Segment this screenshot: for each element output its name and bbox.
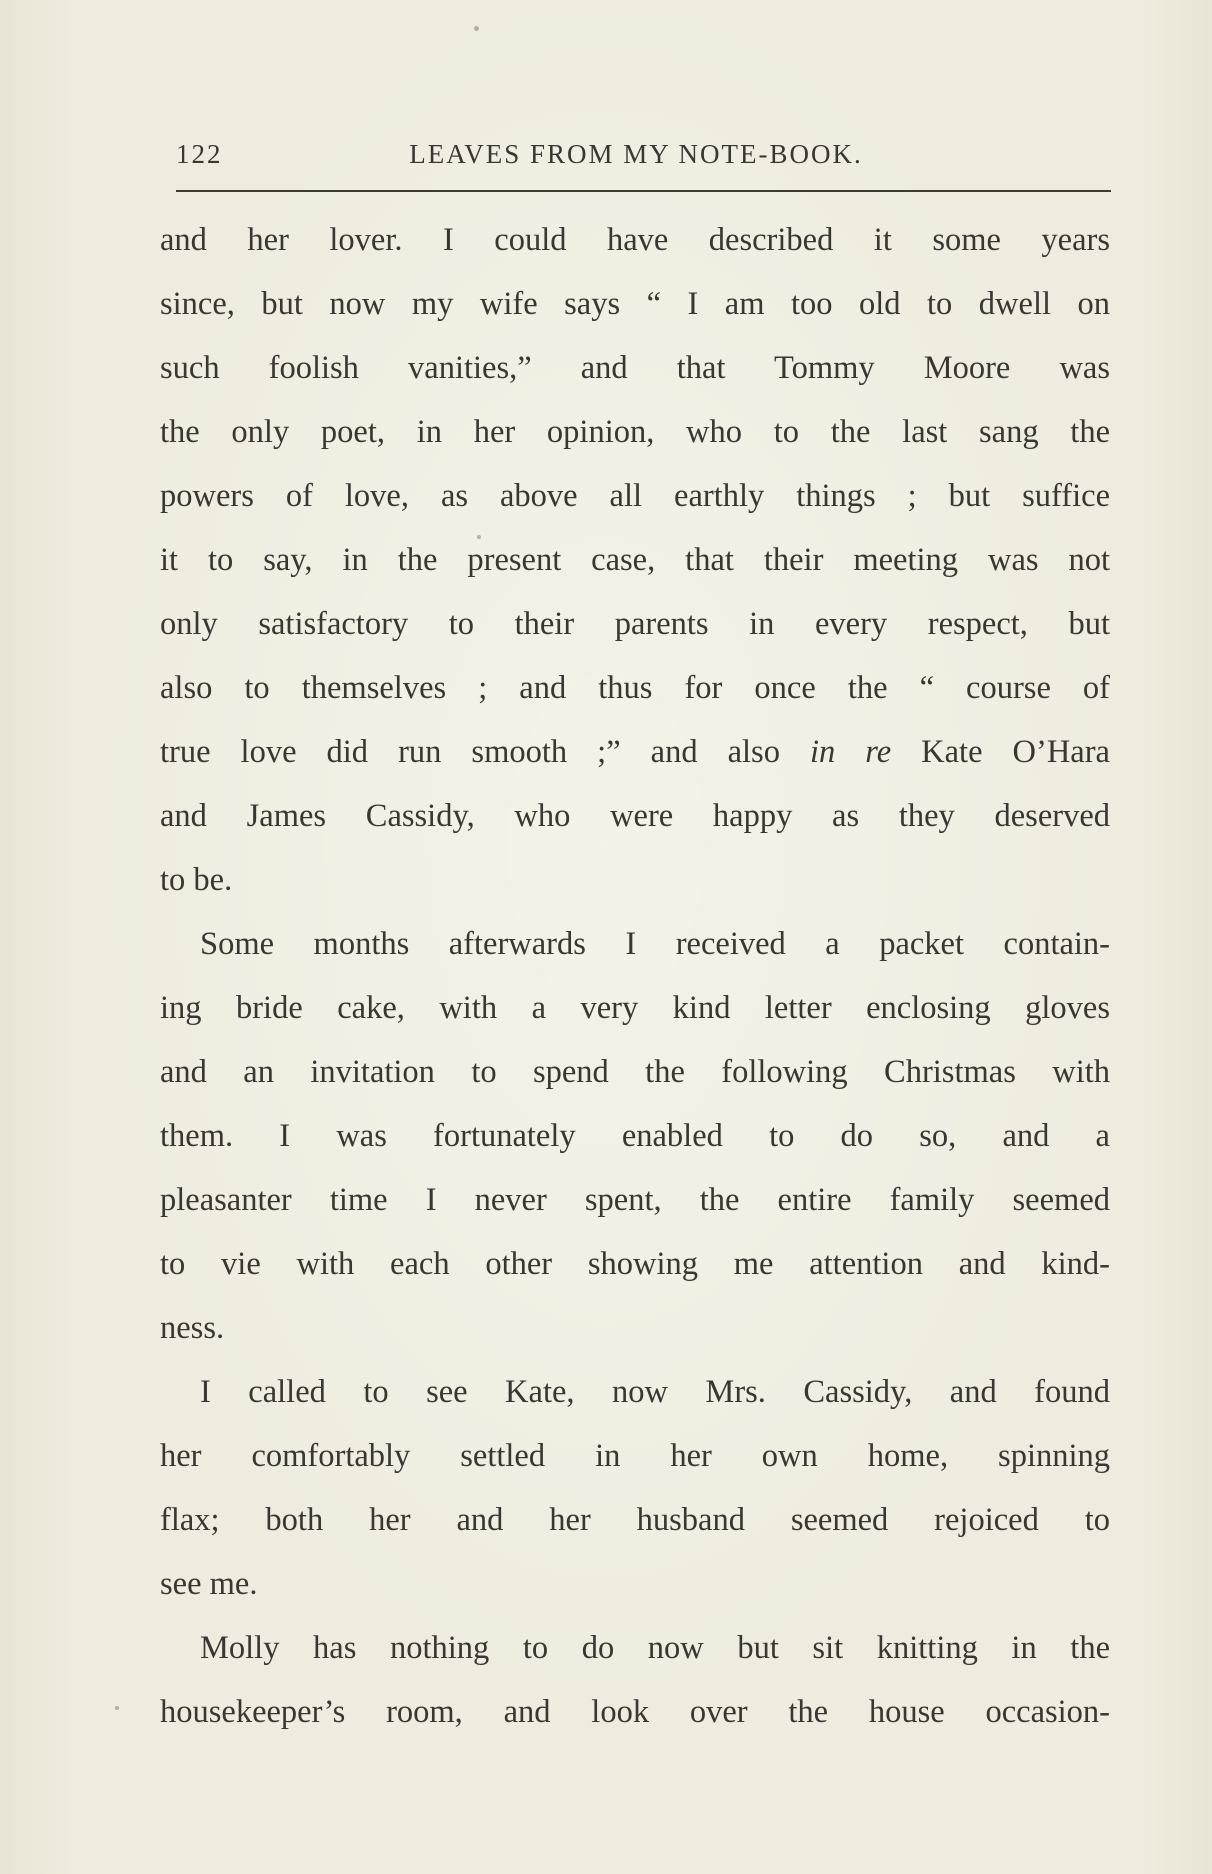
- text-line: powers of love, as above all earthly things ; but suffice: [160, 478, 1110, 514]
- paper-speck: [115, 1706, 119, 1710]
- header-rule: [176, 190, 1111, 192]
- text-line-part: true love did run smooth ;” and also: [160, 734, 810, 770]
- text-line: flax; both her and her husband seemed rejoiced to: [160, 1502, 1110, 1538]
- text-line: to vie with each other showing me attention and kind-: [160, 1246, 1110, 1282]
- paper-speck: [474, 26, 479, 31]
- text-line: pleasanter time I never spent, the entire family seemed: [160, 1182, 1110, 1218]
- text-line: ness.: [160, 1310, 225, 1346]
- text-line: only satisfactory to their parents in every respect, but: [160, 606, 1110, 642]
- running-title: LEAVES FROM MY NOTE-BOOK.: [409, 139, 863, 169]
- text-line: also to themselves ; and thus for once the “ course of: [160, 670, 1110, 706]
- text-line: and James Cassidy, who were happy as they deserved: [160, 798, 1110, 834]
- text-line: the only poet, in her opinion, who to the last sang the: [160, 414, 1110, 450]
- text-line: and her lover. I could have described it some years: [160, 222, 1110, 258]
- text-line: such foolish vanities,” and that Tommy Moore was: [160, 350, 1110, 386]
- text-line-mixed: [160, 720, 1110, 784]
- text-line: it to say, in the present case, that their meeting was not: [160, 542, 1110, 578]
- paragraph-start: Molly has nothing to do now but sit knitting in the: [200, 1630, 1110, 1666]
- text-line: them. I was fortunately enabled to do so, and a: [160, 1118, 1110, 1154]
- paper-speck: [477, 535, 481, 539]
- running-head: [176, 134, 1111, 174]
- text-line: since, but now my wife says “ I am too old to dwell on: [160, 286, 1110, 322]
- text-line: housekeeper’s room, and look over the house occasion-: [160, 1694, 1110, 1730]
- text-line: to be.: [160, 862, 233, 898]
- text-line: see me.: [160, 1566, 258, 1602]
- text-line: and an invitation to spend the following Christmas with: [160, 1054, 1110, 1090]
- latin-phrase: in re: [809, 734, 892, 770]
- body-text: [160, 208, 1110, 1744]
- text-line-part: Kate O’Hara: [891, 734, 1110, 770]
- text-line: her comfortably settled in her own home, spinning: [160, 1438, 1110, 1474]
- paragraph-start: I called to see Kate, now Mrs. Cassidy, and found: [200, 1374, 1110, 1410]
- page-number: 122: [176, 139, 223, 169]
- text-line: ing bride cake, with a very kind letter enclosing gloves: [160, 990, 1110, 1026]
- paragraph-start: Some months afterwards I received a packet contain-: [200, 926, 1110, 962]
